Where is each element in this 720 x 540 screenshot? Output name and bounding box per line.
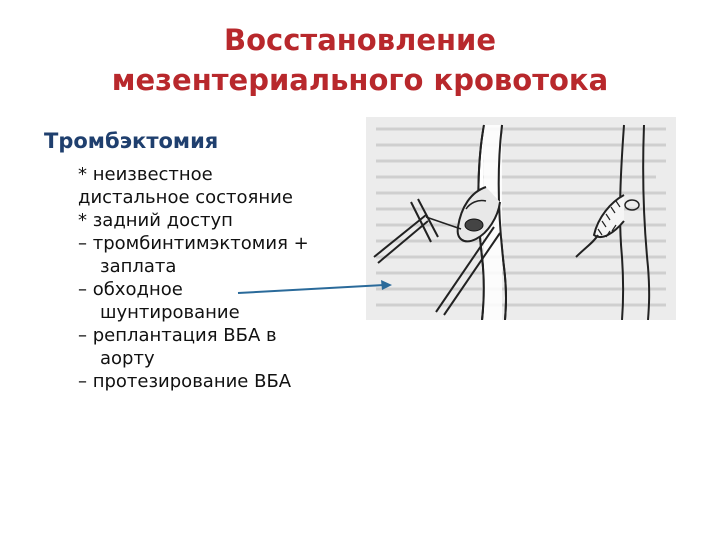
title-line-1: Восстановление [223,23,497,57]
list-item: – реплантация ВБА в [78,325,277,346]
list-item: * задний доступ [78,210,233,231]
list-item: * неизвестное [78,164,213,185]
list-item: – тромбинтимэктомия + [78,233,309,254]
section-heading: Тромбэктомия [44,129,219,153]
list-item: – протезирование ВБА [78,371,292,392]
list-item-continuation: дистальное состояние [78,187,293,208]
list-item-continuation: шунтирование [100,302,240,323]
list-item: – обходное [78,279,183,300]
list-item-continuation: аорту [100,348,155,369]
title-line-2: мезентериального кровотока [111,63,609,97]
list-item-continuation: заплата [100,256,177,277]
